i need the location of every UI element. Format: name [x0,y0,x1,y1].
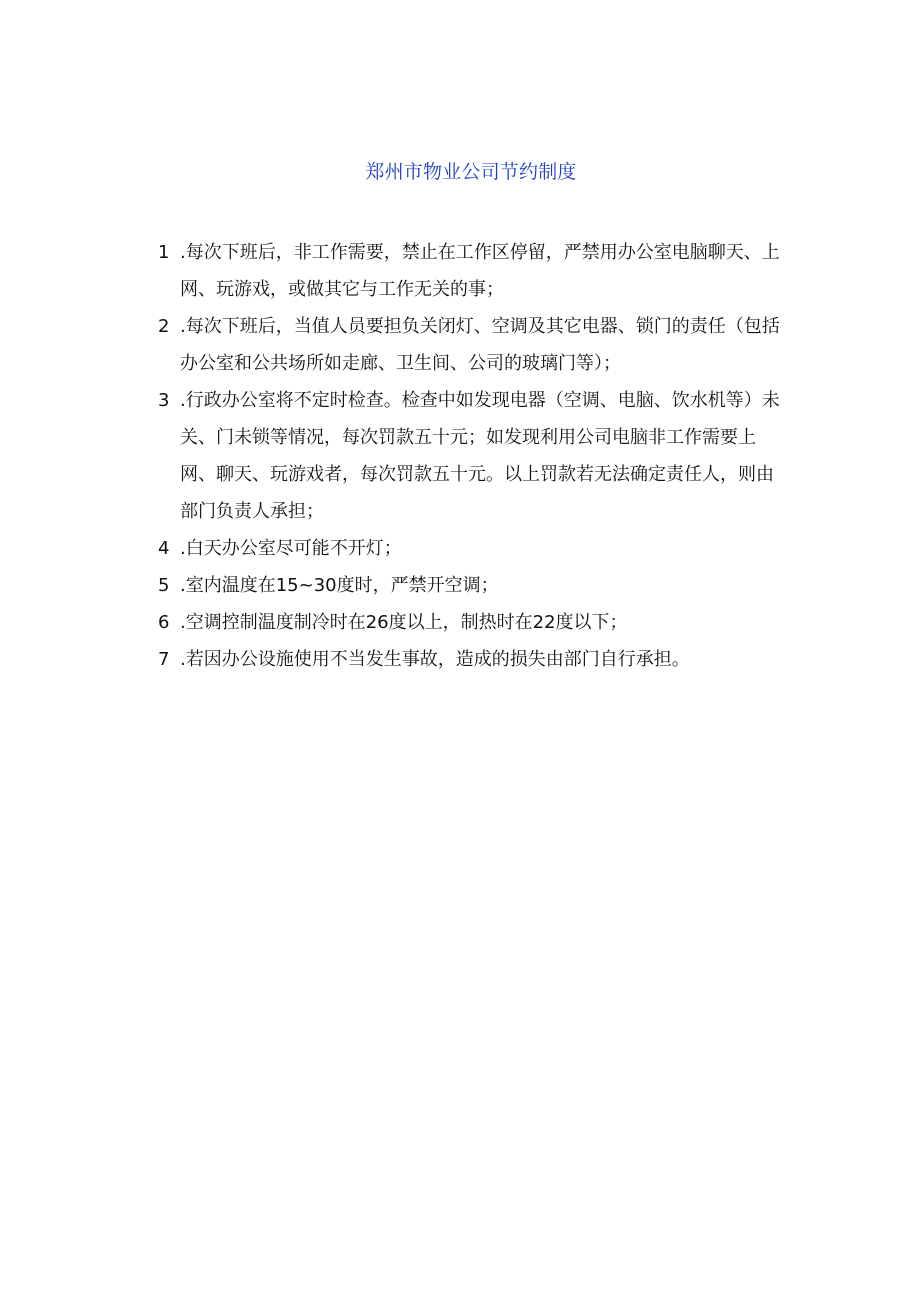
rule-text: .行政办公室将不定时检查。检查中如发现电器（空调、电脑、饮水机等）未关、门未锁等情况，每次罚款五十元；如发现利用公司电脑非工作需要上网、聊天、玩游戏者，每次罚款五十元。以上罚款若无法确定责任人，则由部门负责人承担； [180,390,780,522]
rule-item-2 [158,308,790,382]
rule-number: 4 [158,538,170,559]
rule-number: 3 [158,390,170,411]
rule-text: .白天办公室尽可能不开灯； [180,538,402,559]
rule-number: 2 [158,316,170,337]
rule-number: 7 [158,649,170,670]
rule-item-7 [158,641,790,678]
rule-text: .空调控制温度制冷时在26度以上，制热时在22度以下； [180,612,628,633]
rule-number: 5 [158,575,170,596]
rule-item-3 [158,382,790,530]
document-title: 郑州市物业公司节约制度 [365,161,577,183]
rule-item-5 [158,567,790,604]
rule-text: .每次下班后，当值人员要担负关闭灯、空调及其它电器、锁门的责任（包括办公室和公共场所如走廊、卫生间、公司的玻璃门等）； [180,316,780,374]
rule-item-4 [158,530,790,567]
rule-text: .每次下班后，非工作需要，禁止在工作区停留，严禁用办公室电脑聊天、上网、玩游戏，或做其它与工作无关的事； [180,242,780,300]
rule-item-1 [158,234,790,308]
rule-item-6 [158,604,790,641]
rule-text: .室内温度在15~30度时，严禁开空调； [180,575,499,596]
rule-text: .若因办公设施使用不当发生事故，造成的损失由部门自行承担。 [180,649,690,670]
rule-number: 1 [158,242,170,263]
rule-number: 6 [158,612,170,633]
rules-list [158,234,790,678]
